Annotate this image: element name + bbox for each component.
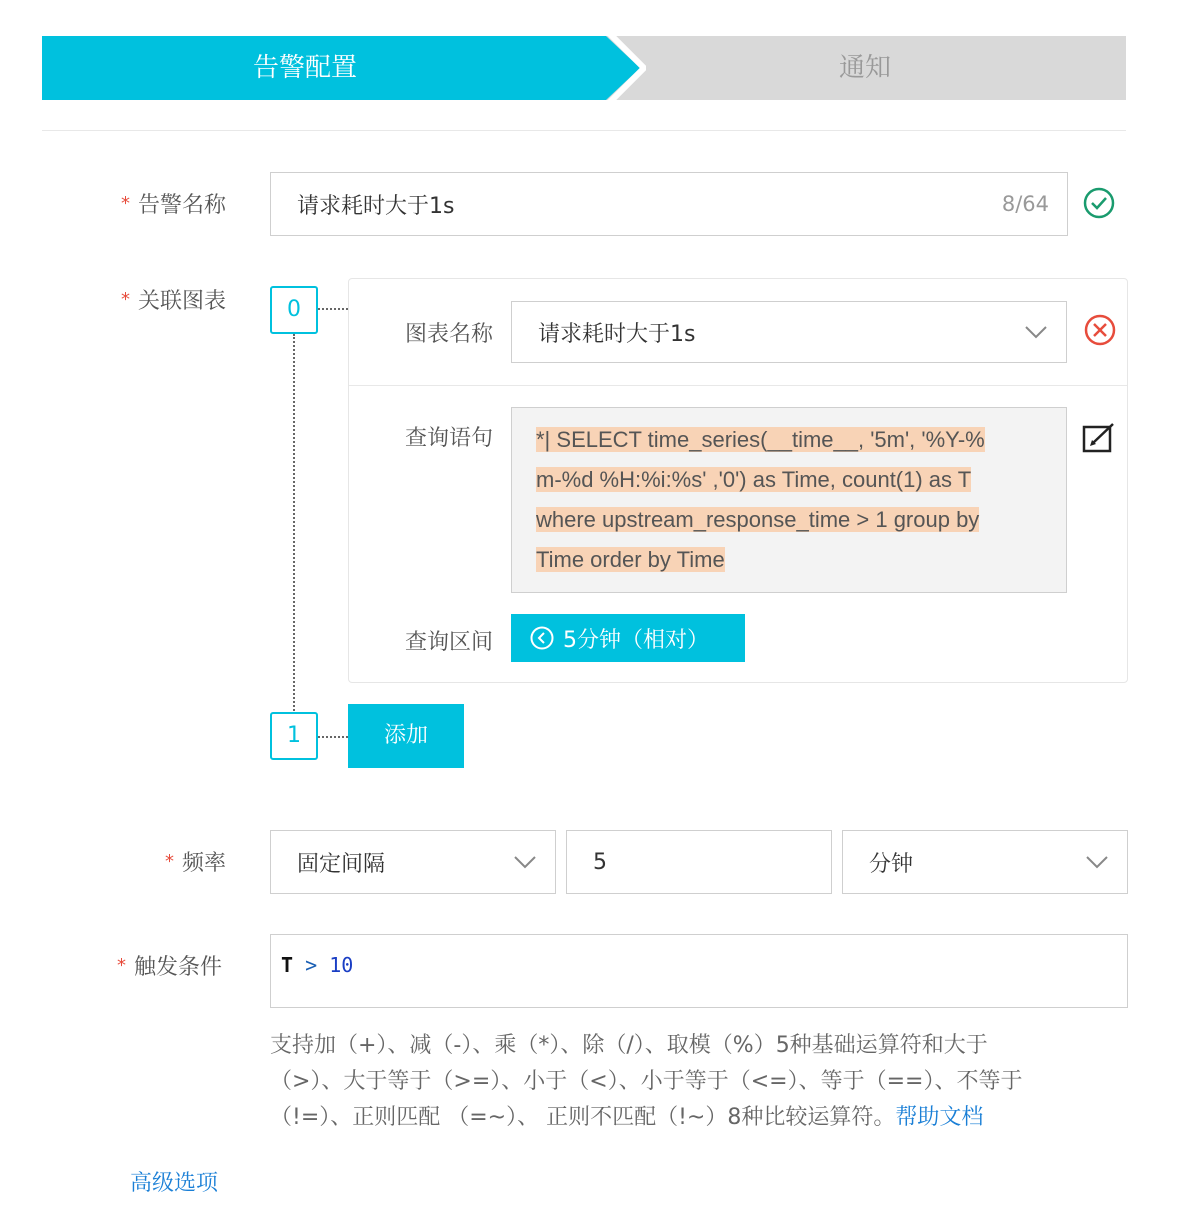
help-doc-link[interactable]: 帮助文档 (895, 1105, 984, 1130)
chart-name-value[interactable]: 请求耗时大于1s (538, 321, 696, 347)
alert-name-value[interactable]: 请求耗时大于1s (297, 193, 455, 219)
chart-name-label: 图表名称 (405, 322, 494, 347)
chart-card (348, 278, 1128, 683)
clock-back-icon (529, 625, 555, 651)
chevron-down-icon (1024, 322, 1048, 342)
check-circle-icon (1082, 186, 1116, 220)
alert-name-label: * 告警名称 (120, 193, 226, 218)
frequency-label: * 频率 (164, 851, 226, 876)
step-notify-label[interactable]: 通知 (838, 53, 891, 83)
trigger-expression[interactable]: T > 10 (281, 953, 354, 977)
alert-name-counter: 8/64 (1001, 192, 1049, 216)
edit-icon[interactable] (1081, 421, 1117, 455)
query-text[interactable]: *| SELECT time_series(__time__, '5m', '%Y-% m-%d %H:%i:%s' ,'0') as Time, count(1) as T where upstream_response_time > 1 group by Time order by Time (536, 427, 985, 572)
chart-name-select[interactable] (511, 301, 1067, 363)
remove-circle-icon[interactable] (1083, 313, 1117, 347)
linked-chart-label: * 关联图表 (120, 289, 226, 314)
chevron-down-icon (513, 852, 537, 872)
frequency-mode-select[interactable] (270, 830, 556, 894)
time-range-value: 5分钟（相对） (563, 627, 709, 653)
tree-vertical-line (293, 334, 295, 714)
trigger-help-text: 支持加（+）、减（-）、乘（*）、除（/）、取模（%）5种基础运算符和大于 （>）、大于等于（>=）、小于（<）、小于等于（<=）、等于（==）、不等于 （!=）、正则匹配 （=~）、 正则不匹配（!~）8种比较运算符。帮助文档 (270, 1033, 1023, 1130)
alert-name-input[interactable] (270, 172, 1068, 236)
divider (42, 130, 1126, 131)
trigger-editor[interactable] (270, 934, 1128, 1008)
time-range-button[interactable] (511, 614, 745, 662)
trigger-label: * 触发条件 (116, 955, 222, 980)
frequency-unit-select[interactable] (842, 830, 1128, 894)
query-label: 查询语句 (405, 426, 494, 451)
chart-node-1[interactable]: 1 (270, 712, 318, 760)
chevron-down-icon (1085, 852, 1109, 872)
chart-node-0[interactable]: 0 (270, 286, 318, 334)
frequency-value[interactable]: 5 (593, 849, 607, 875)
advanced-options-link[interactable]: 高级选项 (130, 1171, 219, 1196)
steps-bar (42, 36, 1126, 100)
add-chart-button[interactable]: 添加 (348, 704, 464, 768)
query-textarea[interactable] (511, 407, 1067, 593)
frequency-unit-value[interactable]: 分钟 (869, 851, 914, 877)
tree-branch-line (318, 308, 348, 310)
frequency-mode-value[interactable]: 固定间隔 (297, 851, 386, 877)
step-alert-config-label[interactable]: 告警配置 (252, 53, 357, 83)
frequency-value-input[interactable] (566, 830, 832, 894)
range-label: 查询区间 (405, 630, 494, 655)
required-mark: * (120, 193, 130, 214)
tree-branch-line (318, 736, 348, 738)
card-divider (349, 385, 1127, 386)
